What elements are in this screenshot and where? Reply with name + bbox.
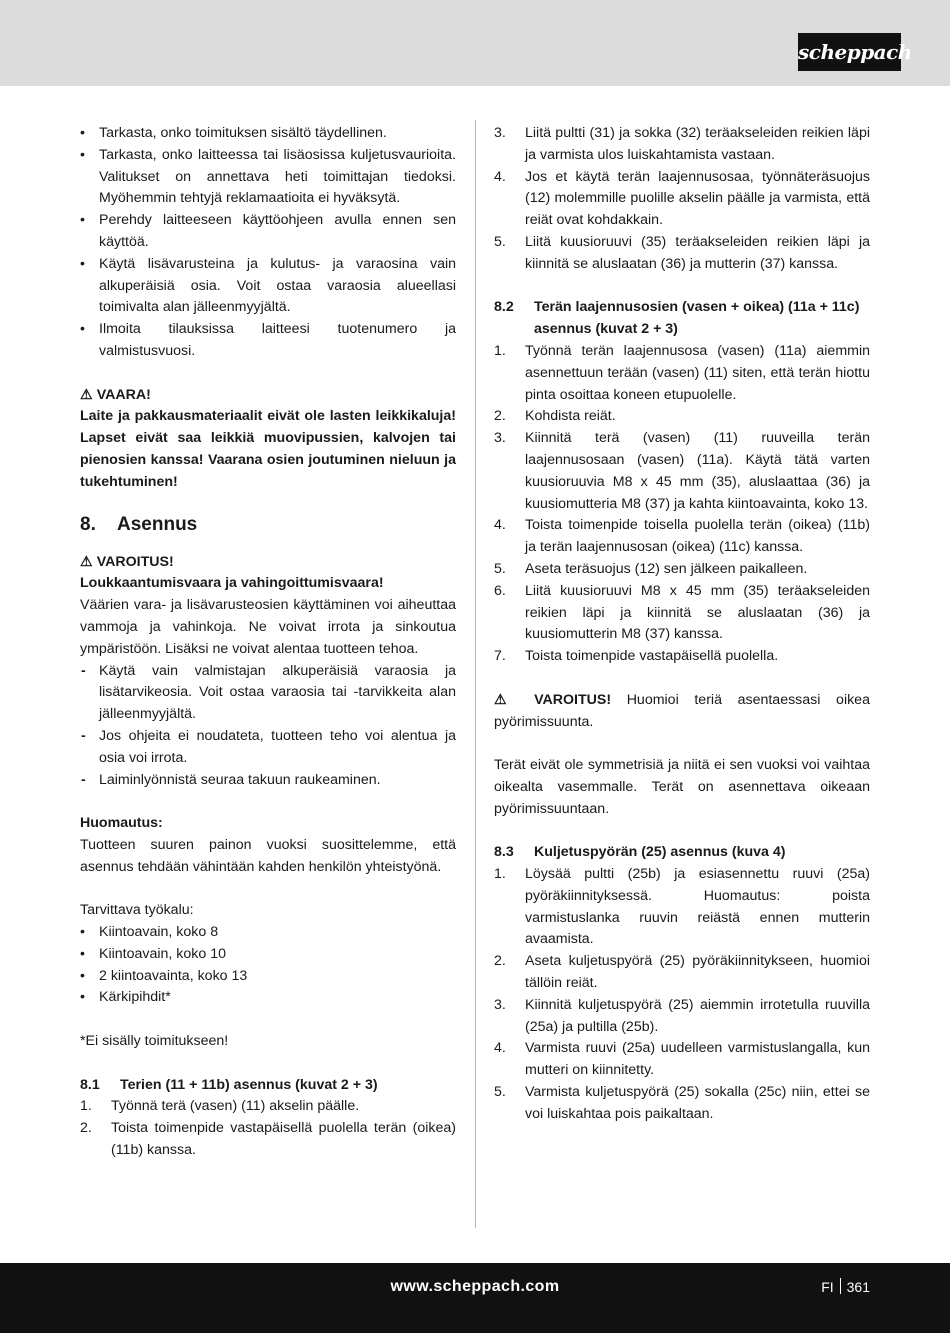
- blades-note: Terät eivät ole symmetrisiä ja niitä ei sen vuoksi voi vaihtaa oikealta vasemmalle. Terät on asennettava oikeaan pyörimissuuntaan.: [494, 757, 870, 817]
- scheppach-logo: scheppach: [798, 33, 901, 71]
- steps-8-3: [494, 864, 870, 1126]
- website-url: www.scheppach.com: [390, 1278, 560, 1295]
- list-item: 5. Varmista kuljetuspyörä (25) sokalla (25c) niin, ettei se voi luiskahtaa pois paikaltaan.: [494, 1084, 870, 1122]
- warning-triangle-icon: ⚠: [80, 553, 93, 570]
- subsection-heading-8-2: [494, 297, 870, 341]
- warning-subtitle: Loukkaantumisvaara ja vahingoittumisvaara!: [80, 575, 384, 592]
- list-item: 4. Varmista ruuvi (25a) uudelleen varmistuslangalla, kun mutteri on kiinnitetty.: [494, 1040, 870, 1079]
- danger-heading: [80, 385, 456, 407]
- section-number: 8.: [80, 513, 96, 535]
- list-item: 2. Kohdista reiät.: [494, 408, 616, 425]
- left-column: [80, 123, 456, 1162]
- column-divider: [475, 120, 476, 1228]
- list-item: • Kiintoavain, koko 8: [80, 922, 456, 944]
- language-code: FI: [821, 1279, 834, 1295]
- subsection-title: Terien (11 + 11b) asennus (kuvat 2 + 3): [120, 1076, 378, 1093]
- warning-text: Huomioi teriä asentaessasi oikea pyörimissuunta.: [494, 691, 870, 730]
- warning-title: VAROITUS!: [96, 553, 174, 570]
- page-number: 361: [846, 1279, 870, 1295]
- danger-text: Laite ja pakkausmateriaalit eivät ole lasten leikkikaluja! Lapset eivät saa leikkiä muovipussien, kalvojen tai pienosien kanssa! Vaarana osien joutuminen nieluun ja tukehtuminen!: [80, 408, 456, 490]
- list-item: 3. Kiinnitä kuljetuspyörä (25) aiemmin irrotetulla ruuvilla (25a) ja pultilla (25b).: [494, 996, 870, 1035]
- subsection-heading-8-1: [80, 1075, 456, 1097]
- warning-title: VAROITUS!: [534, 691, 612, 708]
- warning-dash-list: [80, 661, 456, 792]
- list-item: • Tarkasta, onko laitteessa tai lisäosissa kuljetusvaurioita. Valitukset on annettava heti toimittajan tiedoksi. Myöhemmin tehtyjä reklamaatioita ei hyväksytä.: [80, 145, 456, 210]
- list-item: • Ilmoita tilauksissa laitteesi tuotenumero ja valmistusvuosi.: [80, 319, 456, 363]
- page-indicator: [821, 1278, 870, 1295]
- page-header: [0, 0, 950, 86]
- section-title: Asennus: [117, 513, 198, 535]
- list-item: • Käytä lisävarusteina ja kulutus- ja varaosina vain alkuperäisiä osia. Voit ostaa varaosia alueellasi toimivalta alan jälleenmyyjältä.: [80, 254, 456, 319]
- warning-text: Väärien vara- ja lisävarusteosien käyttäminen voi aiheuttaa vammoja ja vahinkoja. Ne voivat irrota ja sinkoutua ympäristöön. Lisäksi ne voivat alentaa tuotteen tehoa.: [80, 597, 456, 657]
- list-item: 2. Aseta kuljetuspyörä (25) pyöräkiinnitykseen, huomioi tällöin reiät.: [494, 953, 870, 992]
- list-item: 1. Työnnä terä (vasen) (11) akselin päälle.: [80, 1098, 360, 1115]
- steps-8-2: [494, 341, 870, 668]
- subsection-heading-8-3: [494, 842, 870, 864]
- list-item: 4. Jos et käytä terän laajennusosaa, työnnäteräsuojus (12) molemmille puolille akselin päälle ja varmista, että reiät ovat kohdakkain.: [494, 168, 870, 229]
- warning-heading: [80, 552, 456, 574]
- intro-bullet-list: [80, 123, 456, 363]
- list-item: • Kärkipihdit*: [80, 987, 456, 1009]
- list-item: 5. Liitä kuusioruuvi (35) teräakseleiden reikien läpi ja kiinnitä se aluslaatan (36) ja mutterin (37) kanssa.: [494, 233, 870, 272]
- list-item: 5. Aseta teräsuojus (12) sen jälkeen paikalleen.: [494, 560, 808, 577]
- warning-triangle-icon: ⚠: [80, 386, 93, 403]
- page-footer: [0, 1263, 950, 1333]
- list-item: - Käytä vain valmistajan alkuperäisiä varaosia ja lisätarvikeosia. Voit ostaa varaosia tai -tarvikkeita alan jälleenmyyjältä.: [80, 661, 456, 726]
- list-item: • Perehdy laitteeseen käyttöohjeen avulla ennen sen käyttöä.: [80, 210, 456, 254]
- list-item: • Kiintoavain, koko 10: [80, 944, 456, 966]
- list-item: • 2 kiintoavainta, koko 13: [80, 966, 456, 988]
- list-item: 1. Löysää pultti (25b) ja esiasennettu ruuvi (25a) pyöräkiinnityksessä. Huomautus: poista varmistuslanka ruuvin reiästä ennen mutterin avaamista.: [494, 866, 870, 948]
- right-column: [494, 123, 870, 1126]
- steps-8-1: [80, 1096, 456, 1161]
- tools-list: [80, 922, 456, 1009]
- list-item: - Jos ohjeita ei noudateta, tuotteen teho voi alentua ja osia voi irrota.: [80, 726, 456, 770]
- not-included-note: *Ei sisälly toimitukseen!: [80, 1033, 229, 1050]
- list-item: 4. Toista toimenpide toisella puolella terän (oikea) (11b) ja terän laajennusosan (oikea) (11c) kanssa.: [494, 517, 870, 556]
- list-item: 2. Toista toimenpide vastapäisellä puolella terän (oikea) (11b) kanssa.: [80, 1120, 456, 1159]
- section-heading: [80, 512, 456, 538]
- tools-title: Tarvittava työkalu:: [80, 902, 194, 919]
- list-item: 3. Liitä pultti (31) ja sokka (32) teräakseleiden reikien läpi ja varmista ulos luiskahtamista vastaan.: [494, 125, 870, 163]
- steps-8-1-continued: [494, 123, 870, 276]
- list-item: • Tarkasta, onko toimituksen sisältö täydellinen.: [80, 123, 456, 145]
- list-item: - Laiminlyönnistä seuraa takuun raukeaminen.: [80, 770, 456, 792]
- rotation-warning: [494, 690, 870, 734]
- list-item: 6. Liitä kuusioruuvi M8 x 45 mm (35) teräakseleiden reikien läpi ja kiinnitä se aluslaatan (36) ja kuusiomutterin M8 (37) kanssa.: [494, 582, 870, 643]
- subsection-title: Kuljetuspyörän (25) asennus (kuva 4): [534, 844, 786, 861]
- subsection-number: 8.1: [80, 1076, 100, 1093]
- list-item: 3. Kiinnitä terä (vasen) (11) ruuveilla terän laajennusosaan (vasen) (11a). Käytä tätä varten kuusioruuvia M8 x 45 mm (35), aluslaattaa (36) ja kuusiomutteria M8 (37) ja kahta kiintoavainta, koko 13.: [494, 430, 870, 512]
- list-item: 1. Työnnä terän laajennusosa (vasen) (11a) aiemmin asennettuun terään (vasen) (11) siten, että terän hiottu pinta osoittaa koneen etupuolelle.: [494, 342, 870, 403]
- list-item: 7. Toista toimenpide vastapäisellä puolella.: [494, 648, 779, 665]
- subsection-title: Terän laajennusosien (vasen + oikea) (11a + 11c) asennus (kuvat 2 + 3): [534, 299, 860, 338]
- danger-title: VAARA!: [96, 386, 151, 403]
- subsection-number: 8.2: [494, 299, 514, 316]
- note-text: Tuotteen suuren painon vuoksi suosittelemme, että asennus tehdään vähintään kahden henkilön yhteistyönä.: [80, 836, 456, 875]
- note-title: Huomautus:: [80, 815, 163, 832]
- warning-triangle-icon: ⚠: [494, 691, 519, 708]
- subsection-number: 8.3: [494, 844, 514, 861]
